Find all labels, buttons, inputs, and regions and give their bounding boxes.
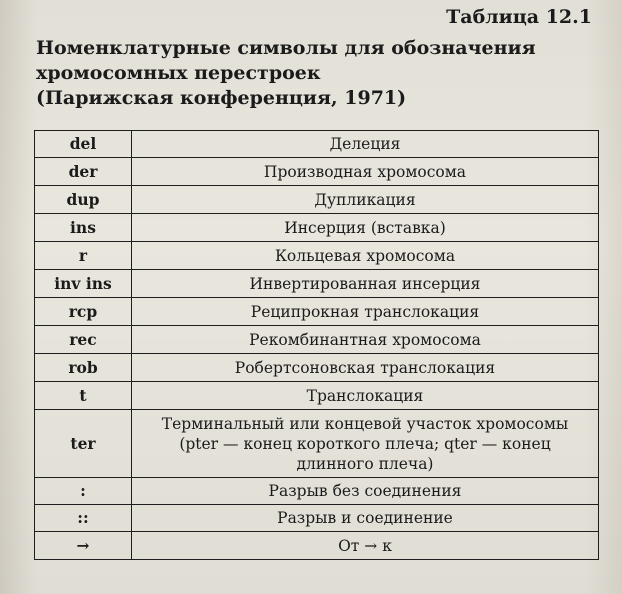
symbol-cell: ins [35,214,132,242]
table-number: Таблица 12.1 [446,6,592,28]
table-row [35,131,599,158]
description-cell: Инсерция (вставка) [132,214,599,242]
description-cell [132,410,599,478]
title-line: Номенклатурные символы для обозначения [36,37,536,59]
description-cell: Транслокация [132,382,599,410]
table-row [35,532,599,560]
table-row [35,270,599,298]
description-line: (pter — конец короткого плеча; qter — конец [179,434,551,453]
description-cell: Делеция [132,131,599,158]
description-cell: Робертсоновская транслокация [132,354,599,382]
table-row [35,214,599,242]
description-cell: Рекомбинантная хромосома [132,326,599,354]
symbol-cell: del [35,131,132,158]
table-title [36,36,536,111]
table-row [35,158,599,186]
description-cell: Разрыв и соединение [132,505,599,532]
description-cell: Инвертированная инсерция [132,270,599,298]
description-line: длинного плеча) [296,454,434,473]
table-row [35,382,599,410]
description-cell: Разрыв без соединения [132,478,599,505]
symbol-cell: inv ins [35,270,132,298]
table-row [35,326,599,354]
table-row [35,354,599,382]
description-line: Терминальный или концевой участок хромосомы [161,414,569,433]
symbol-cell: t [35,382,132,410]
symbol-cell: r [35,242,132,270]
title-line: (Парижская конференция, 1971) [36,87,407,109]
description-cell: Кольцевая хромосома [132,242,599,270]
symbol-cell: :: [35,505,132,532]
symbol-cell: dup [35,186,132,214]
table-row [35,298,599,326]
symbol-cell: rcp [35,298,132,326]
description-cell: От → к [132,532,599,560]
table-row [35,186,599,214]
table-row [35,505,599,532]
symbol-cell: rec [35,326,132,354]
description-cell: Дупликация [132,186,599,214]
symbol-cell: : [35,478,132,505]
symbol-cell: → [35,532,132,560]
symbol-cell: rob [35,354,132,382]
nomenclature-table [34,130,599,560]
title-line: хромосомных перестроек [36,62,321,84]
symbol-cell: der [35,158,132,186]
description-cell: Реципрокная транслокация [132,298,599,326]
symbol-cell: ter [35,410,132,478]
table-row [35,478,599,505]
table-row [35,242,599,270]
table-row [35,410,599,478]
description-cell: Производная хромосома [132,158,599,186]
